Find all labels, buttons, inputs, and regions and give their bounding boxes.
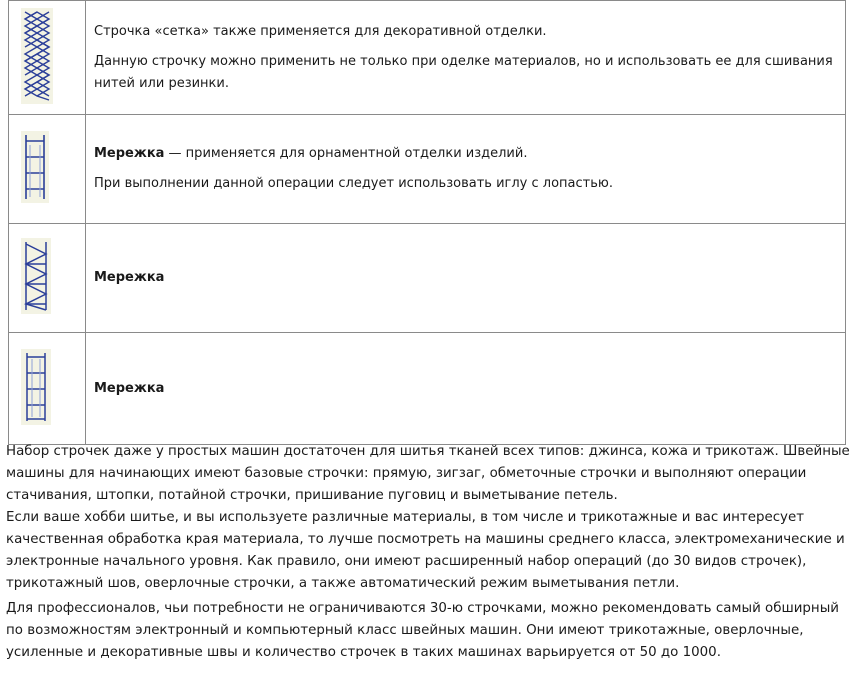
- icon-cell: [9, 333, 86, 445]
- description-cell: [86, 115, 846, 224]
- icon-cell: [9, 224, 86, 333]
- stitch-name: Мережка: [94, 270, 165, 285]
- paragraph: Если ваше хобби шитье, и вы используете различные материалы, в том числе и трикотажные и вас интересует качественная обработка края материала, то лучше посмотреть на машины среднего класса, электромеханические и электронные начального уровня. Как правило, они имеют расширенный набор операций (до 30 видов строчек), трикотажный шов, оверлочные строчки, а также автоматический режим выметывания петли.: [6, 510, 845, 591]
- table-row: [9, 115, 846, 224]
- stitch-name: Мережка: [94, 146, 165, 161]
- description-cell: [86, 1, 846, 115]
- article-text: [6, 441, 852, 595]
- description-line: Данную строчку можно применить не только при оделке материалов, но и использовать ее для сшивания нитей или резинки.: [94, 53, 833, 91]
- article-text: [6, 598, 852, 664]
- table-row: [9, 333, 846, 445]
- stitch-table: [8, 0, 846, 445]
- table-row: [9, 1, 846, 115]
- table-row: [9, 224, 846, 333]
- description-line: При выполнении данной операции следует использовать иглу с лопастью.: [94, 176, 613, 191]
- stitch-name: Мережка: [94, 380, 165, 396]
- box-openwork-stitch-icon: [21, 349, 51, 425]
- grid-mesh-stitch-icon: [21, 8, 53, 104]
- description-cell: [86, 224, 846, 333]
- description-line: [94, 143, 837, 165]
- zigzag-openwork-stitch-icon: [21, 238, 51, 314]
- icon-cell: [9, 1, 86, 115]
- icon-cell: [9, 115, 86, 224]
- description-line: Строчка «сетка» также применяется для декоративной отделки.: [94, 23, 547, 39]
- paragraph: Для профессионалов, чьи потребности не ограничиваются 30-ю строчками, можно рекомендовать самый обширный по возможностям электронный и компьютерный класс швейных машин. Они имеют трикотажные, оверлочные, усиленные и декоративные швы и количество строчек в таких машинах варьируется от 50 до 1000.: [6, 601, 839, 660]
- stitch-description: — применяется для орнаментной отделки изделий.: [164, 146, 528, 161]
- description-cell: [86, 333, 846, 445]
- openwork-stitch-icon: [21, 131, 49, 203]
- paragraph: Набор строчек даже у простых машин достаточен для шитья тканей всех типов: джинса, кожа и трикотаж. Швейные машины для начинающих имеют базовые строчки: прямую, зигзаг, обметочные строчки и выполняют операции стачивания, штопки, потайной строчки, пришивание пуговиц и выметывание петель.: [6, 444, 850, 503]
